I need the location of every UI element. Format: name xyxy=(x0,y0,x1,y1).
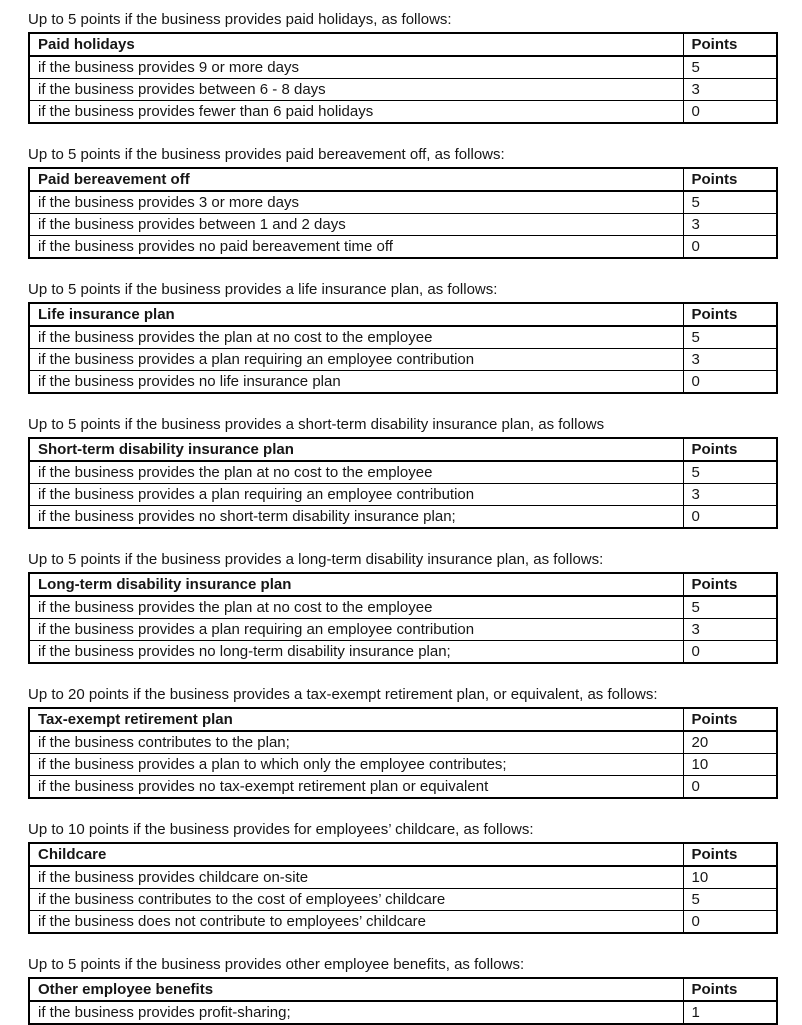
criterion-cell: if the business provides a plan requiring an employee contribution xyxy=(29,619,683,641)
table-row xyxy=(29,191,777,214)
criterion-cell: if the business provides between 1 and 2 days xyxy=(29,214,683,236)
points-cell: 10 xyxy=(683,866,777,889)
points-cell: 10 xyxy=(683,754,777,776)
section-intro: Up to 5 points if the business provides a life insurance plan, as follows: xyxy=(28,281,498,298)
criterion-cell: if the business provides 9 or more days xyxy=(29,56,683,79)
points-header: Points xyxy=(683,708,777,731)
points-cell: 5 xyxy=(683,191,777,214)
points-header: Points xyxy=(683,438,777,461)
points-cell: 5 xyxy=(683,889,777,911)
points-cell: 0 xyxy=(683,506,777,529)
criterion-cell: if the business provides between 6 - 8 days xyxy=(29,79,683,101)
points-table-other-benefits xyxy=(28,977,778,1025)
criterion-cell: if the business provides a plan requiring an employee contribution xyxy=(29,349,683,371)
points-header: Points xyxy=(683,303,777,326)
table-row xyxy=(29,1001,777,1024)
table-row xyxy=(29,371,777,394)
table-row xyxy=(29,326,777,349)
points-cell: 1 xyxy=(683,1001,777,1024)
table-row xyxy=(29,754,777,776)
category-header: Tax-exempt retirement plan xyxy=(29,708,683,731)
table-row xyxy=(29,911,777,934)
points-table-paid-bereavement xyxy=(28,167,778,259)
criterion-cell: if the business provides the plan at no cost to the employee xyxy=(29,326,683,349)
category-header: Life insurance plan xyxy=(29,303,683,326)
points-cell: 3 xyxy=(683,79,777,101)
section-intro: Up to 20 points if the business provides a tax-exempt retirement plan, or equivalent, as follows: xyxy=(28,686,658,703)
table-row xyxy=(29,619,777,641)
criterion-cell: if the business provides fewer than 6 paid holidays xyxy=(29,101,683,124)
table-row xyxy=(29,349,777,371)
table-row xyxy=(29,641,777,664)
points-cell: 0 xyxy=(683,101,777,124)
points-cell: 3 xyxy=(683,349,777,371)
category-header: Paid bereavement off xyxy=(29,168,683,191)
category-header: Short-term disability insurance plan xyxy=(29,438,683,461)
points-cell: 5 xyxy=(683,56,777,79)
criterion-cell: if the business contributes to the cost of employees’ childcare xyxy=(29,889,683,911)
points-table-paid-holidays xyxy=(28,32,778,124)
header-row xyxy=(29,438,777,461)
points-cell: 3 xyxy=(683,214,777,236)
section-long-term-disability xyxy=(28,550,776,664)
points-header: Points xyxy=(683,33,777,56)
criterion-cell: if the business does not contribute to employees’ childcare xyxy=(29,911,683,934)
header-row xyxy=(29,303,777,326)
criterion-cell: if the business provides no tax-exempt retirement plan or equivalent xyxy=(29,776,683,799)
criterion-cell: if the business provides no paid bereavement time off xyxy=(29,236,683,259)
section-tax-exempt-retirement xyxy=(28,685,776,799)
header-row xyxy=(29,33,777,56)
points-cell: 5 xyxy=(683,596,777,619)
points-table-life-insurance xyxy=(28,302,778,394)
table-row xyxy=(29,866,777,889)
header-row xyxy=(29,708,777,731)
table-row xyxy=(29,776,777,799)
header-row xyxy=(29,978,777,1001)
category-header: Other employee benefits xyxy=(29,978,683,1001)
points-cell: 0 xyxy=(683,911,777,934)
table-row xyxy=(29,214,777,236)
header-row xyxy=(29,573,777,596)
section-paid-holidays xyxy=(28,10,776,124)
points-header: Points xyxy=(683,168,777,191)
points-table-tax-exempt-retirement xyxy=(28,707,778,799)
points-header: Points xyxy=(683,843,777,866)
table-row xyxy=(29,596,777,619)
points-cell: 5 xyxy=(683,326,777,349)
category-header: Long-term disability insurance plan xyxy=(29,573,683,596)
section-life-insurance xyxy=(28,280,776,394)
header-row xyxy=(29,168,777,191)
criterion-cell: if the business provides childcare on-site xyxy=(29,866,683,889)
criterion-cell: if the business provides no short-term disability insurance plan; xyxy=(29,506,683,529)
table-row xyxy=(29,236,777,259)
criterion-cell: if the business provides profit-sharing; xyxy=(29,1001,683,1024)
criterion-cell: if the business provides the plan at no cost to the employee xyxy=(29,461,683,484)
criterion-cell: if the business provides the plan at no cost to the employee xyxy=(29,596,683,619)
points-cell: 0 xyxy=(683,371,777,394)
points-header: Points xyxy=(683,978,777,1001)
points-cell: 0 xyxy=(683,236,777,259)
points-table-short-term-disability xyxy=(28,437,778,529)
points-cell: 20 xyxy=(683,731,777,754)
points-header: Points xyxy=(683,573,777,596)
table-row xyxy=(29,79,777,101)
section-intro: Up to 5 points if the business provides a long-term disability insurance plan, as follows: xyxy=(28,551,604,568)
points-table-long-term-disability xyxy=(28,572,778,664)
category-header: Childcare xyxy=(29,843,683,866)
section-short-term-disability xyxy=(28,415,776,529)
section-intro: Up to 10 points if the business provides for employees’ childcare, as follows: xyxy=(28,821,534,838)
section-other-benefits xyxy=(28,955,776,1025)
points-cell: 3 xyxy=(683,619,777,641)
points-cell: 0 xyxy=(683,776,777,799)
criterion-cell: if the business provides 3 or more days xyxy=(29,191,683,214)
points-cell: 5 xyxy=(683,461,777,484)
header-row xyxy=(29,843,777,866)
category-header: Paid holidays xyxy=(29,33,683,56)
points-cell: 0 xyxy=(683,641,777,664)
points-table-childcare xyxy=(28,842,778,934)
table-row xyxy=(29,461,777,484)
points-cell: 3 xyxy=(683,484,777,506)
section-intro: Up to 5 points if the business provides a short-term disability insurance plan, as follows xyxy=(28,416,605,433)
criterion-cell: if the business provides no long-term disability insurance plan; xyxy=(29,641,683,664)
section-childcare xyxy=(28,820,776,934)
criterion-cell: if the business contributes to the plan; xyxy=(29,731,683,754)
table-row xyxy=(29,101,777,124)
section-intro: Up to 5 points if the business provides other employee benefits, as follows: xyxy=(28,956,525,973)
section-paid-bereavement xyxy=(28,145,776,259)
section-intro: Up to 5 points if the business provides paid bereavement off, as follows: xyxy=(28,146,505,163)
section-intro: Up to 5 points if the business provides paid holidays, as follows: xyxy=(28,11,452,28)
table-row xyxy=(29,889,777,911)
table-row xyxy=(29,484,777,506)
criterion-cell: if the business provides a plan requiring an employee contribution xyxy=(29,484,683,506)
criterion-cell: if the business provides no life insurance plan xyxy=(29,371,683,394)
table-row xyxy=(29,731,777,754)
table-row xyxy=(29,506,777,529)
table-row xyxy=(29,56,777,79)
criterion-cell: if the business provides a plan to which only the employee contributes; xyxy=(29,754,683,776)
